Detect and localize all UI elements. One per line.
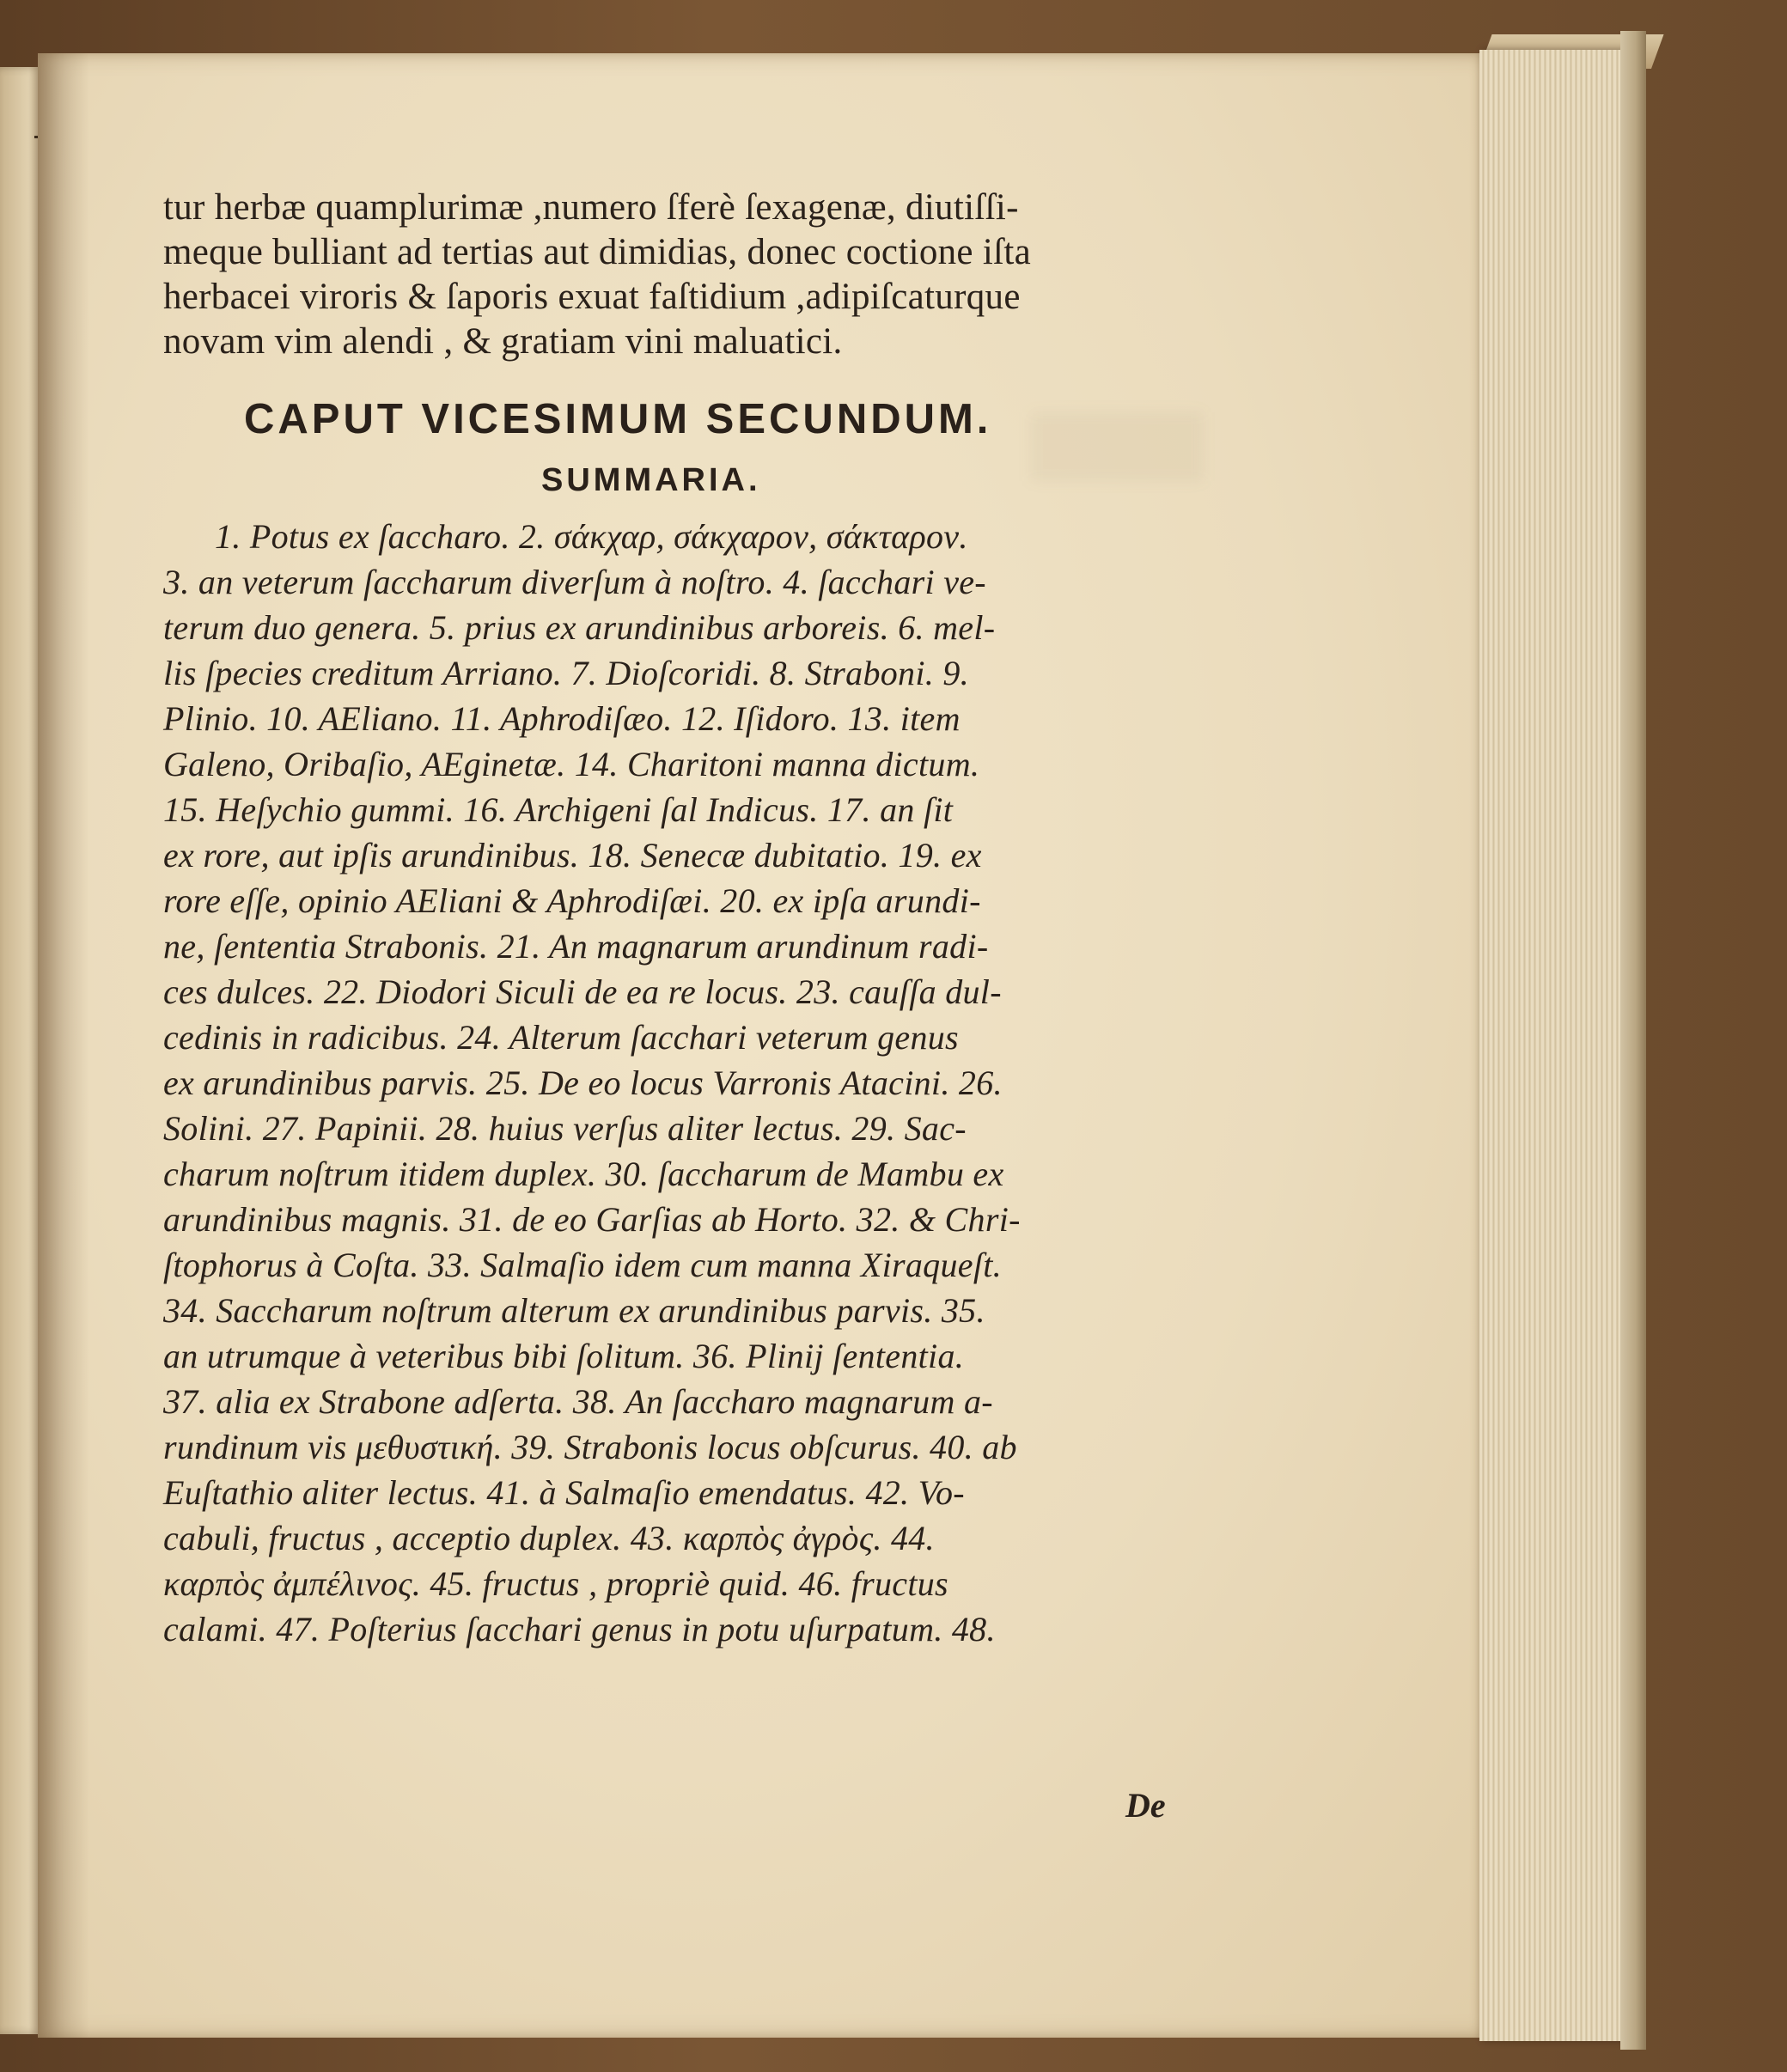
summary-line: καρπὸς ἀμπέλινος. 45. fructus , propriè quid. 46. fructus <box>163 1564 948 1603</box>
opening-line: meque bulliant ad tertias aut dimidias, donec coctione iſta <box>163 232 1031 272</box>
summary-line: arundinibus magnis. 31. de eo Garſias ab Horto. 32. & Chri- <box>163 1200 1021 1239</box>
summary-line: 34. Saccharum noſtrum alterum ex arundinibus parvis. 35. <box>163 1291 985 1330</box>
summary-line: Euſtathio aliter lectus. 41. à Salmaſio emendatus. 42. Vo- <box>163 1473 965 1512</box>
opening-line: herbacei viroris & ſaporis exuat faſtidium ,adipiſcaturque <box>163 277 1021 317</box>
page-fore-edge <box>1479 50 1624 2041</box>
summary-line: cabuli, fructus , acceptio duplex. 43. καρπὸς ἀγρὸς. 44. <box>163 1519 935 1557</box>
summary-line: ſtophorus à Coſta. 33. Salmaſio idem cum manna Xiraqueſt. <box>163 1246 1002 1284</box>
catchword: De <box>1125 1786 1166 1825</box>
summary-title: SUMMARIA. <box>541 462 761 498</box>
summary-line: Solini. 27. Papinii. 28. huius verſus aliter lectus. 29. Sac- <box>163 1109 967 1148</box>
opening-line: novam vim alendi , & gratiam vini maluatici. <box>163 321 843 362</box>
gutter-shadow <box>38 53 89 2038</box>
summary-line: terum duo genera. 5. prius ex arundinibus arboreis. 6. mel- <box>163 608 996 647</box>
summary-line: rore eſſe, opinio AEliani & Aphrodiſæi. 20. ex ipſa arundi- <box>163 881 981 920</box>
opening-line: tur herbæ quamplurimæ ,numero ſferè ſexagenæ, diutiſſi- <box>163 187 1019 228</box>
paper-show-through <box>1031 412 1203 481</box>
summary-line: Galeno, Oribaſio, AEginetæ. 14. Charitoni manna dictum. <box>163 745 980 783</box>
summary-line: 37. alia ex Strabone adſerta. 38. An ſaccharo magnarum a- <box>163 1382 993 1421</box>
summary-line: lis ſpecies creditum Arriano. 7. Dioſcoridi. 8. Straboni. 9. <box>163 654 969 692</box>
summary-line: Plinio. 10. AEliano. 11. Aphrodiſæo. 12. Iſidoro. 13. item <box>163 699 961 738</box>
summary-line: 15. Heſychio gummi. 16. Archigeni ſal Indicus. 17. an ſit <box>163 790 954 829</box>
summary-line: ex rore, aut ipſis arundinibus. 18. Senecæ dubitatio. 19. ex <box>163 836 982 875</box>
summary-line: ces dulces. 22. Diodori Siculi de ea re locus. 23. cauſſa dul- <box>163 972 1002 1011</box>
summary-line: 3. an veterum ſaccharum diverſum à noſtro. 4. ſacchari ve- <box>163 563 986 601</box>
summary-line: 1. Potus ex ſaccharo. 2. σάκχαρ, σάκχαρον, σάκταρον. <box>215 517 968 556</box>
summary-line: cedinis in radicibus. 24. Alterum ſacchari veterum genus <box>163 1018 959 1057</box>
summary-line: ex arundinibus parvis. 25. De eo locus Varronis Atacini. 26. <box>163 1063 1003 1102</box>
summary-line: an utrumque à veteribus bibi ſolitum. 36. Plinij ſententia. <box>163 1337 965 1375</box>
summary-line: ne, ſententia Strabonis. 21. An magnarum arundinum radi- <box>163 927 989 966</box>
summary-line: charum noſtrum itidem duplex. 30. ſaccharum de Mambu ex <box>163 1155 1004 1193</box>
chapter-title: CAPUT VICESIMUM SECUNDUM. <box>244 396 992 442</box>
summary-line: rundinum vis μεθυστική. 39. Strabonis locus obſcurus. 40. ab <box>163 1428 1017 1466</box>
summary-line: calami. 47. Poſterius ſacchari genus in potu uſurpatum. 48. <box>163 1610 996 1648</box>
book-cover-edge <box>1620 31 1646 2050</box>
facing-page-edge <box>0 67 41 2034</box>
